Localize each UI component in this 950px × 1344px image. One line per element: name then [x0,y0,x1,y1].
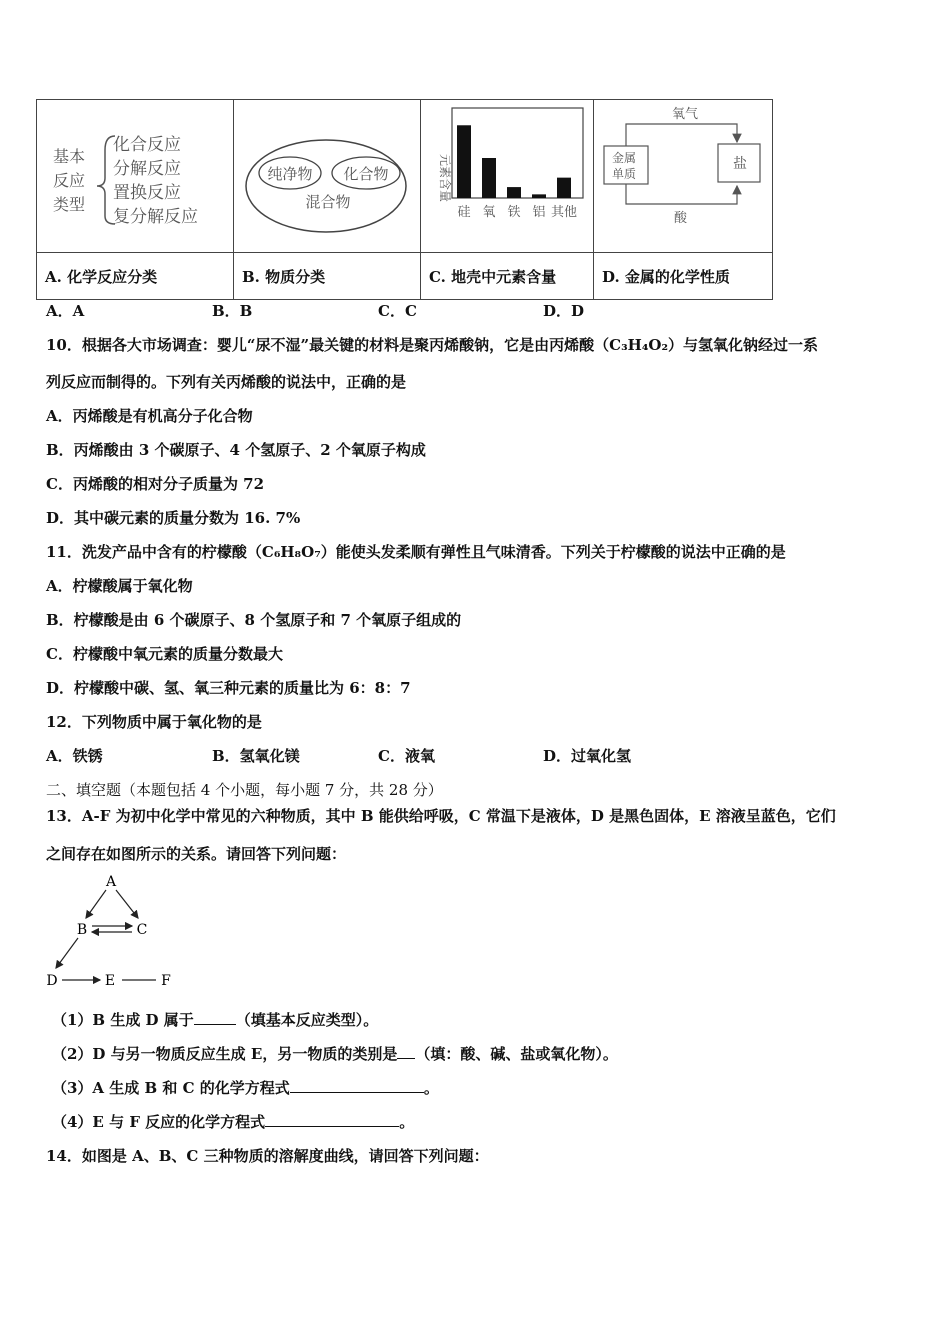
q9-options [46,300,926,320]
q13-sub2-text-a: （2）D 与另一物质反应生成 E，另一物质的类别是 [52,1045,398,1063]
caption-d: D. 金属的化学性质 [594,253,773,300]
left-label-3: 类型 [53,195,86,214]
caption-a: A. 化学反应分类 [37,253,234,300]
q13-sub4 [52,1111,414,1132]
q12-stem: 12．下列物质中属于氧化物的是 [46,713,262,731]
q13-sub2-blank[interactable] [397,1044,415,1059]
q13-sub4-blank[interactable] [265,1112,399,1127]
section-2-heading: 二、填空题（本题包括 4 个小题，每小题 7 分，共 28 分） [46,781,443,799]
q12-option-a[interactable]: A．铁锈 [46,747,103,765]
node-c: C [136,922,148,938]
q13-sub3-text-b: 。 [423,1079,439,1097]
figure-table [36,99,773,300]
figure-cell-b [234,100,421,253]
bar-2 [507,187,521,198]
q13-sub1-text-b: （填基本反应类型）。 [235,1011,379,1029]
figure-cell-d [594,100,773,253]
metal-label-2: 单质 [612,167,637,181]
q12-option-b[interactable]: B．氢氧化镁 [212,747,300,765]
arrow-a-b [86,890,106,918]
node-a: A [105,874,117,890]
q11-option-a[interactable]: A．柠檬酸属于氧化物 [46,577,193,595]
tick-label-3: 铝 [532,205,546,220]
bar-4 [557,178,571,198]
substance-classification-diagram [234,100,420,248]
tick-label-0: 硅 [457,205,471,220]
q9-option-c[interactable]: C．C [378,302,417,320]
tick-label-4: 其他 [550,205,578,220]
item-3: 置换反应 [113,183,181,203]
q9-option-b[interactable]: B．B [212,302,253,320]
q11-stem: 11．洗发产品中含有的柠檬酸（C₆H₈O₇）能使头发柔顺有弹性且气味清香。下列关于柠檬酸的说法中正确的是 [46,543,786,561]
q12-option-c[interactable]: C．液氧 [378,747,435,765]
bar-1 [482,158,496,198]
arrow-a-c [116,890,138,918]
node-b: B [76,922,88,938]
q10-option-c[interactable]: C．丙烯酸的相对分子质量为 72 [46,475,265,493]
inner-left-label: 纯净物 [267,165,313,183]
bar-0 [457,125,471,198]
node-e: E [104,973,116,989]
q10-option-d[interactable]: D．其中碳元素的质量分数为 16. 7% [46,509,301,527]
q11-option-d[interactable]: D．柠檬酸中碳、氢、氧三种元素的质量比为 6：8：7 [46,679,411,697]
right-label: 盐 [733,156,747,172]
bottom-label: 酸 [674,211,688,226]
q12-option-d[interactable]: D．过氧化氢 [543,747,632,765]
q10-option-a[interactable]: A．丙烯酸是有机高分子化合物 [46,407,253,425]
q12-options [46,745,926,765]
left-label-1: 基本 [53,147,86,166]
caption-b: B. 物质分类 [234,253,421,300]
item-2: 分解反应 [113,159,181,179]
q10-stem-line1: 10．根据各大市场调查：婴儿“尿不湿”最关键的材料是聚丙烯酸钠，它是由丙烯酸（C₃H₄O₂）与氢氧化钠经过一系 [46,336,819,354]
chart-ylabel: 元素含量 [438,154,452,203]
figure-cell-c [421,100,594,253]
caption-c: C. 地壳中元素含量 [421,253,594,300]
metal-label-1: 金属 [612,151,637,165]
q13-sub2 [52,1043,618,1064]
bar-3 [532,194,546,198]
q13-relation-diagram [40,868,180,992]
figure-cell-a [37,100,234,253]
crust-element-bar-chart [421,100,593,248]
q13-sub4-text-b: 。 [399,1113,415,1131]
q13-sub1 [52,1009,378,1030]
arrow-b-d [56,938,78,968]
node-f: F [161,973,171,989]
acid-arrow [626,184,737,204]
q11-option-c[interactable]: C．柠檬酸中氧元素的质量分数最大 [46,645,283,663]
node-d: D [46,973,58,989]
item-1: 化合反应 [113,135,181,155]
tick-label-2: 铁 [507,205,521,220]
q9-option-d[interactable]: D．D [543,302,585,320]
inner-right-label: 化合物 [343,165,389,183]
top-label: 氧气 [672,107,699,122]
q14-stem: 14．如图是 A、B、C 三种物质的溶解度曲线，请回答下列问题： [46,1147,489,1165]
outer-ellipse [246,140,406,232]
q13-stem-line1: 13．A-F 为初中化学中常见的六种物质，其中 B 能供给呼吸，C 常温下是液体，D 是黑色固体，E 溶液呈蓝色，它们 [46,807,836,825]
q13-sub1-text-a: （1）B 生成 D 属于 [52,1011,194,1029]
tick-label-1: 氧 [482,205,496,220]
q13-sub4-text-a: （4）E 与 F 反应的化学方程式 [52,1113,266,1131]
q13-sub3-text-a: （3）A 生成 B 和 C 的化学方程式 [52,1079,290,1097]
q11-option-b[interactable]: B．柠檬酸是由 6 个碳原子、8 个氢原子和 7 个氧原子组成的 [46,611,462,629]
q13-sub1-blank[interactable] [194,1010,236,1025]
item-4: 复分解反应 [113,207,198,227]
q10-option-b[interactable]: B．丙烯酸由 3 个碳原子、4 个氢原子、2 个氧原子构成 [46,441,426,459]
q13-sub2-text-b: （填：酸、碱、盐或氧化物）。 [415,1045,618,1063]
q10-stem-line2: 列反应而制得的。下列有关丙烯酸的说法中，正确的是 [46,373,407,391]
metal-properties-diagram [594,100,772,248]
q13-sub3 [52,1077,439,1098]
left-label-2: 反应 [53,171,86,190]
q9-option-a[interactable]: A．A [46,302,85,320]
reaction-classification-diagram [37,100,233,248]
q13-stem-line2: 之间存在如图所示的关系。请回答下列问题： [46,845,347,863]
outer-label: 混合物 [305,193,351,211]
q13-sub3-blank[interactable] [290,1078,424,1093]
oxygen-arrow [626,124,737,146]
